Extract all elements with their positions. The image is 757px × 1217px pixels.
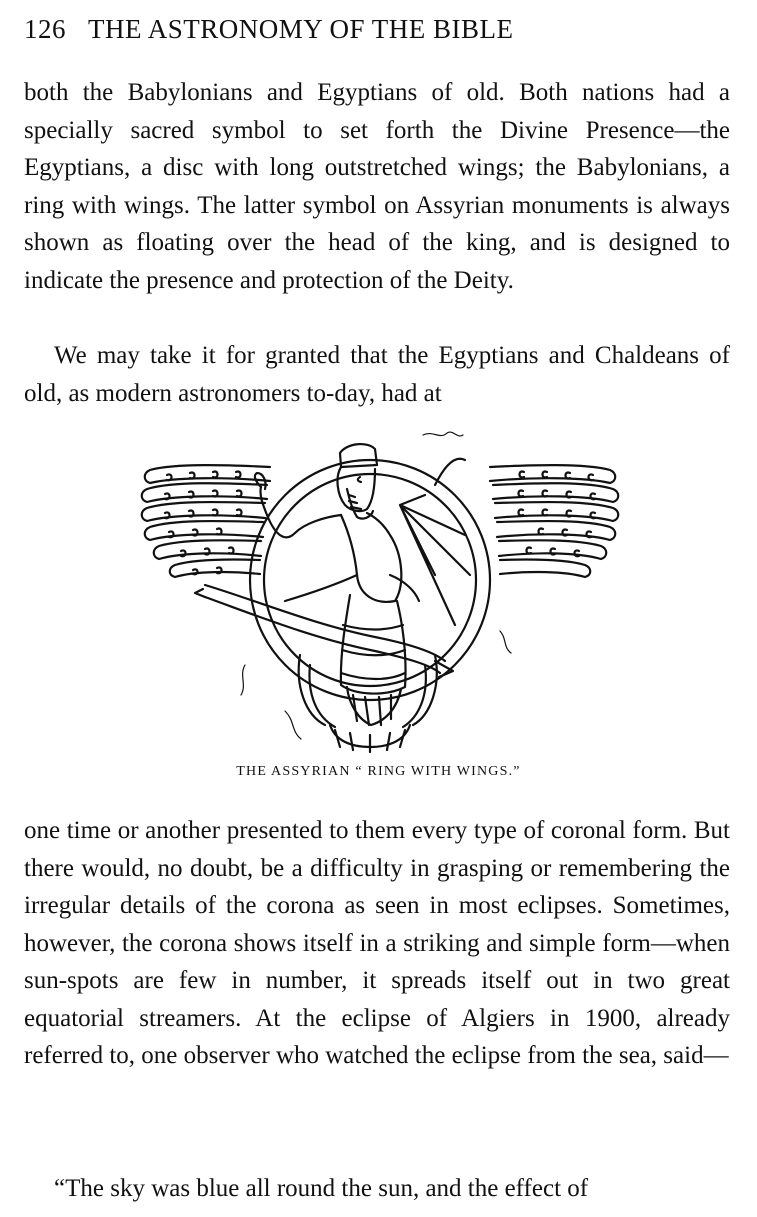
bow <box>195 585 453 677</box>
figure-caption: THE ASSYRIAN “ RING WITH WINGS.” <box>236 764 521 779</box>
ring <box>250 459 490 700</box>
paragraph-1: both the Babylonians and Egyptians of old. Both nations had a specially sacred symbol to set forth the Divine Presence—the Egyptians, a disc with long outstretched wings; the Babylonians, a ring with wings. The latter symbol on Assyrian monuments is always shown as floating over the head of the king, and is designed to indicate the presence and protection of the Deity. <box>24 79 730 294</box>
assyrian-winged-ring-illustration <box>135 425 625 755</box>
running-title: THE ASTRONOMY OF THE BIBLE <box>88 14 514 44</box>
page-number: 126 <box>24 14 66 44</box>
paragraph-3: one time or another presented to them every type of coronal form. But there would, no doubt, be a difficulty in grasping or remembering the irregular details of the corona as seen in most eclipses. Sometimes, however, the corona shows itself in a striking and simple form—when sun-spots are few in number, it spreads itself out in two great equatorial streamers. At the eclipse of Algiers in 1900, already referred to, one observer who watched the eclipse from the sea, said— <box>24 817 730 1069</box>
running-header <box>24 14 730 45</box>
paragraph-2: We may take it for granted that the Egyptians and Chaldeans of old, as modern astronomers to-day, had at <box>24 342 730 407</box>
paragraph-4: “The sky was blue all round the sun, and the effect of <box>54 1175 589 1202</box>
right-wing <box>490 465 618 577</box>
tail-feathers <box>299 655 437 752</box>
